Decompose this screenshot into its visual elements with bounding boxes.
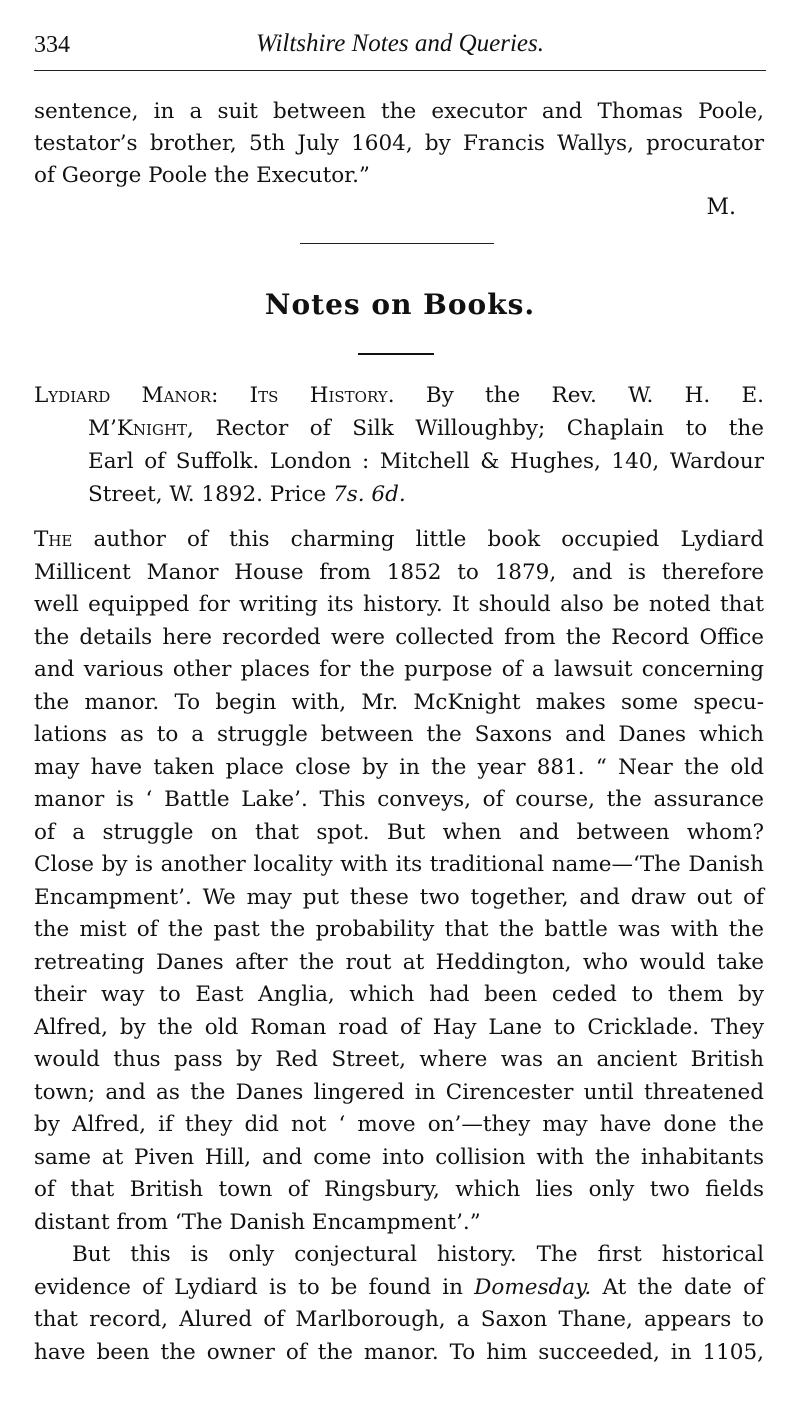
paragraph-line: Alfred, by the old Roman road of Hay Lane to Cricklade. They <box>34 1014 764 1040</box>
paragraph-line: would thus pass by Red Street, where was an ancient British <box>34 1047 764 1072</box>
page-header <box>34 20 766 71</box>
book-entry-line: M’Knight, Rector of Silk Willoughby; Chaplain to the <box>88 416 764 441</box>
paragraph-line: Close by is another locality with its traditional name—‘The Danish <box>34 852 764 877</box>
domesday-reference: Domesday. <box>474 1274 592 1300</box>
paragraph-line: have been the owner of the manor. To him succeeded, in 1105, <box>34 1339 764 1365</box>
paragraph-line: well equipped for writing its history. It should also be noted that <box>34 592 764 617</box>
paragraph-line: the manor. To begin with, Mr. McKnight makes some specu- <box>34 689 764 715</box>
running-title: Wiltshire Notes and Queries. <box>256 30 544 57</box>
paragraph-line: and various other places for the purpose of a lawsuit concerning <box>34 657 764 682</box>
section-heading: Notes on Books. <box>264 288 536 321</box>
book-author: M’Knight, <box>88 416 194 441</box>
paragraph-line: the mist of the past the probability that the battle was with the <box>34 917 764 942</box>
paragraph-line: their way to East Anglia, which had been ceded to them by <box>34 982 764 1007</box>
paragraph-line: of that British town of Ringsbury, which lies only two fields <box>34 1177 764 1202</box>
paragraph-line: town; and as the Danes lingered in Cirencester until threatened <box>34 1079 764 1105</box>
paragraph-line: that record, Alured of Marlborough, a Saxon Thane, appears to <box>34 1307 764 1332</box>
signature: M. <box>706 195 736 220</box>
book-price: 7s. 6d. <box>333 482 406 507</box>
section-divider <box>300 243 494 244</box>
paragraph-line: But this is only conjectural history. The first historical <box>72 1242 764 1267</box>
paragraph-line: Millicent Manor House from 1852 to 1879, and is therefore <box>34 559 764 585</box>
paragraph-line: The author of this charming little book occupied Lydiard <box>34 527 764 552</box>
opening-line: of George Poole the Executor.” <box>34 163 370 188</box>
drop-lead: The <box>34 527 73 552</box>
paragraph-line: lations as to a struggle between the Saxons and Danes which <box>34 722 764 747</box>
book-subtitle: Its History. <box>249 383 395 408</box>
book-entry-line: Lydiard Manor: Its History. By the Rev. W. H. E. <box>34 383 764 408</box>
paragraph-line: manor is ‘ Battle Lake’. This conveys, of course, the assurance <box>34 787 764 812</box>
book-title: Lydiard Manor <box>34 383 212 408</box>
paragraph-line: retreating Danes after the rout at Heddington, who would take <box>34 949 764 975</box>
paragraph-line: same at Piven Hill, and come into collision with the inhabitants <box>34 1144 764 1170</box>
paragraph-line: distant from ‘The Danish Encampment’.” <box>34 1209 481 1235</box>
heading-underline <box>358 353 434 355</box>
book-entry-line: Street, W. 1892. Price 7s. 6d. <box>88 482 406 507</box>
paragraph-line: of a struggle on that spot. But when and between whom? <box>34 819 764 845</box>
paragraph-line: may have taken place close by in the year 881. “ Near the old <box>34 754 764 780</box>
paragraph-line: the details here recorded were collected from the Record Office <box>34 624 764 650</box>
paragraph-line: by Alfred, if they did not ‘ move on’—they may have done the <box>34 1112 764 1137</box>
opening-line: testator’s brother, 5th July 1604, by Francis Wallys, procurator <box>34 131 764 156</box>
book-entry-line: Earl of Suffolk. London : Mitchell & Hughes, 140, Wardour <box>88 449 764 474</box>
paragraph-line: evidence of Lydiard is to be found in Domesday. At the date of <box>34 1274 764 1300</box>
opening-line: sentence, in a suit between the executor and Thomas Poole, <box>34 99 764 124</box>
page-number: 334 <box>34 32 70 58</box>
paragraph-line: Encampment’. We may put these two together, and draw out of <box>34 884 764 910</box>
